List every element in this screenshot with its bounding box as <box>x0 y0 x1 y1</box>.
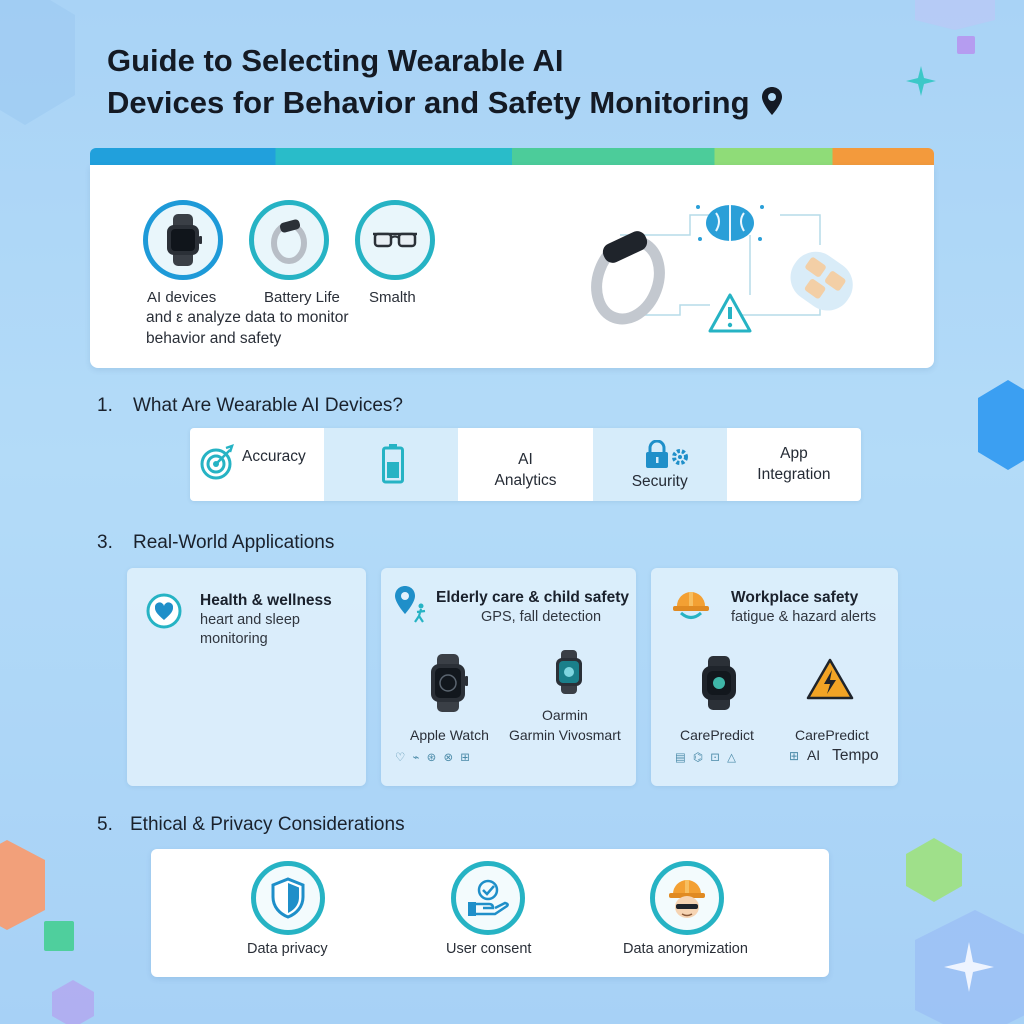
battery-icon <box>382 444 404 484</box>
app-card-workplace <box>651 568 898 786</box>
device-garmin-name-line-1: Oarmin <box>541 707 588 723</box>
app-workplace-title: Workplace safety <box>731 589 859 606</box>
section-5-heading <box>97 814 405 836</box>
decor-square-purple <box>957 36 975 54</box>
title-line-1: Guide to Selecting Wearable AI <box>107 43 564 78</box>
feature-battery <box>324 428 458 501</box>
app-health-sub-line-1: heart and sleep <box>200 612 300 628</box>
decor-hexagon-bottom-left-purple <box>52 980 94 1024</box>
app-health-sub-line-2: monitoring <box>200 631 268 647</box>
page-title <box>107 40 887 124</box>
device-apple-watch-name: Apple Watch <box>410 727 489 743</box>
ring-icon <box>249 200 329 280</box>
section-3-title: Real-World Applications <box>133 532 335 553</box>
target-icon <box>200 444 236 480</box>
hazard-sign-icon <box>806 658 854 700</box>
location-pin-icon <box>760 86 784 116</box>
ethics-card <box>151 849 829 977</box>
smartwatch-icon <box>143 200 223 280</box>
warning-icon <box>710 295 750 331</box>
hero-label-smalth: Smalth <box>369 289 416 306</box>
ethics-label-anonymization: Data anorymization <box>623 941 748 957</box>
location-person-icon <box>393 584 429 624</box>
app-workplace-tempo-label: Tempo <box>832 747 879 764</box>
heart-icon <box>145 592 183 630</box>
hero-desc-line-2: behavior and safety <box>146 330 282 347</box>
decor-hexagon-right-green <box>906 838 962 902</box>
glasses-icon <box>355 200 435 280</box>
decor-hexagon-left-orange <box>0 840 45 930</box>
app-health-subtitle <box>200 611 300 649</box>
device-carepredict-2-name: CarePredict <box>795 727 869 743</box>
decor-sparkle-teal <box>906 66 936 96</box>
brain-icon <box>696 205 764 241</box>
lock-gear-icon <box>643 440 691 470</box>
device-garmin-name-line-2: Garmin Vivosmart <box>509 727 621 743</box>
feature-accuracy <box>190 428 324 501</box>
ring-band-icon <box>586 228 670 328</box>
title-line-2: Devices for Behavior and Safety Monitoring <box>107 85 750 120</box>
hero-label-battery-life: Battery Life <box>264 289 340 306</box>
hero-desc-line-1: and ε analyze data to monitor <box>146 309 349 326</box>
device-carepredict-1-name: CarePredict <box>680 727 754 743</box>
apple-watch-icon <box>428 654 468 712</box>
app-card-elderly <box>381 568 636 786</box>
section-1-title: What Are Wearable AI Devices? <box>133 395 403 416</box>
consent-hand-icon <box>451 861 525 935</box>
anonymous-worker-icon <box>650 861 724 935</box>
hero-color-bar <box>90 148 934 165</box>
decor-square-green <box>44 921 74 951</box>
hardhat-icon <box>671 586 711 622</box>
decor-hexagon-right-blue <box>978 380 1024 470</box>
section-3-heading <box>97 532 334 554</box>
app-elderly-subtitle: GPS, fall detection <box>481 609 602 625</box>
app-workplace-ai-label: AI <box>806 747 821 763</box>
feature-app-label <box>727 443 861 485</box>
app-health-title: Health & wellness <box>200 592 332 609</box>
section-5-title: Ethical & Privacy Considerations <box>130 814 405 835</box>
section-1-number: 1. <box>97 395 113 416</box>
decor-hexagon-top-right <box>915 0 995 30</box>
feature-ai-label-line-2: Analytics <box>494 472 557 489</box>
ethics-label-privacy: Data privacy <box>247 941 328 957</box>
hero-card <box>90 165 934 368</box>
garmin-watch-icon <box>554 650 584 694</box>
feature-accuracy-label: Accuracy <box>242 448 306 465</box>
ethics-label-consent: User consent <box>446 941 532 957</box>
app-workplace-icon-row-right <box>789 747 879 765</box>
hero-label-ai-devices: AI devices <box>147 289 217 306</box>
section-1-heading <box>97 395 403 417</box>
decor-hexagon-top-left <box>0 0 80 130</box>
section-5-number: 5. <box>97 814 113 835</box>
decor-sparkle-white <box>944 942 994 992</box>
feature-ai-analytics-label <box>458 449 592 491</box>
shield-icon <box>251 861 325 935</box>
features-row <box>190 428 861 501</box>
grid-small-icon: ⊞ <box>789 749 800 763</box>
feature-app-label-line-2: Integration <box>757 466 831 483</box>
feature-security <box>593 428 727 501</box>
app-elderly-title: Elderly care & child safety <box>436 589 629 606</box>
feature-ai-label-line-1: AI <box>518 451 533 468</box>
feature-ai-analytics <box>458 428 592 501</box>
feature-app-integration <box>727 428 861 501</box>
app-card-health <box>127 568 366 786</box>
fitbit-watch-icon <box>699 656 739 710</box>
feature-security-label: Security <box>631 473 688 490</box>
hero-illustration <box>580 185 880 345</box>
app-workplace-subtitle: fatigue & hazard alerts <box>731 609 877 625</box>
device-garmin-name <box>509 705 621 745</box>
patch-icon <box>781 242 862 320</box>
app-elderly-icon-row: ♡ ⌁ ⊛ ⊗ ⊞ <box>395 752 472 764</box>
section-3-number: 3. <box>97 532 113 553</box>
hero-description <box>146 307 406 349</box>
app-workplace-icon-row: ▤ ⌬ ⊡ △ <box>675 752 738 764</box>
feature-app-label-line-1: App <box>780 445 808 462</box>
